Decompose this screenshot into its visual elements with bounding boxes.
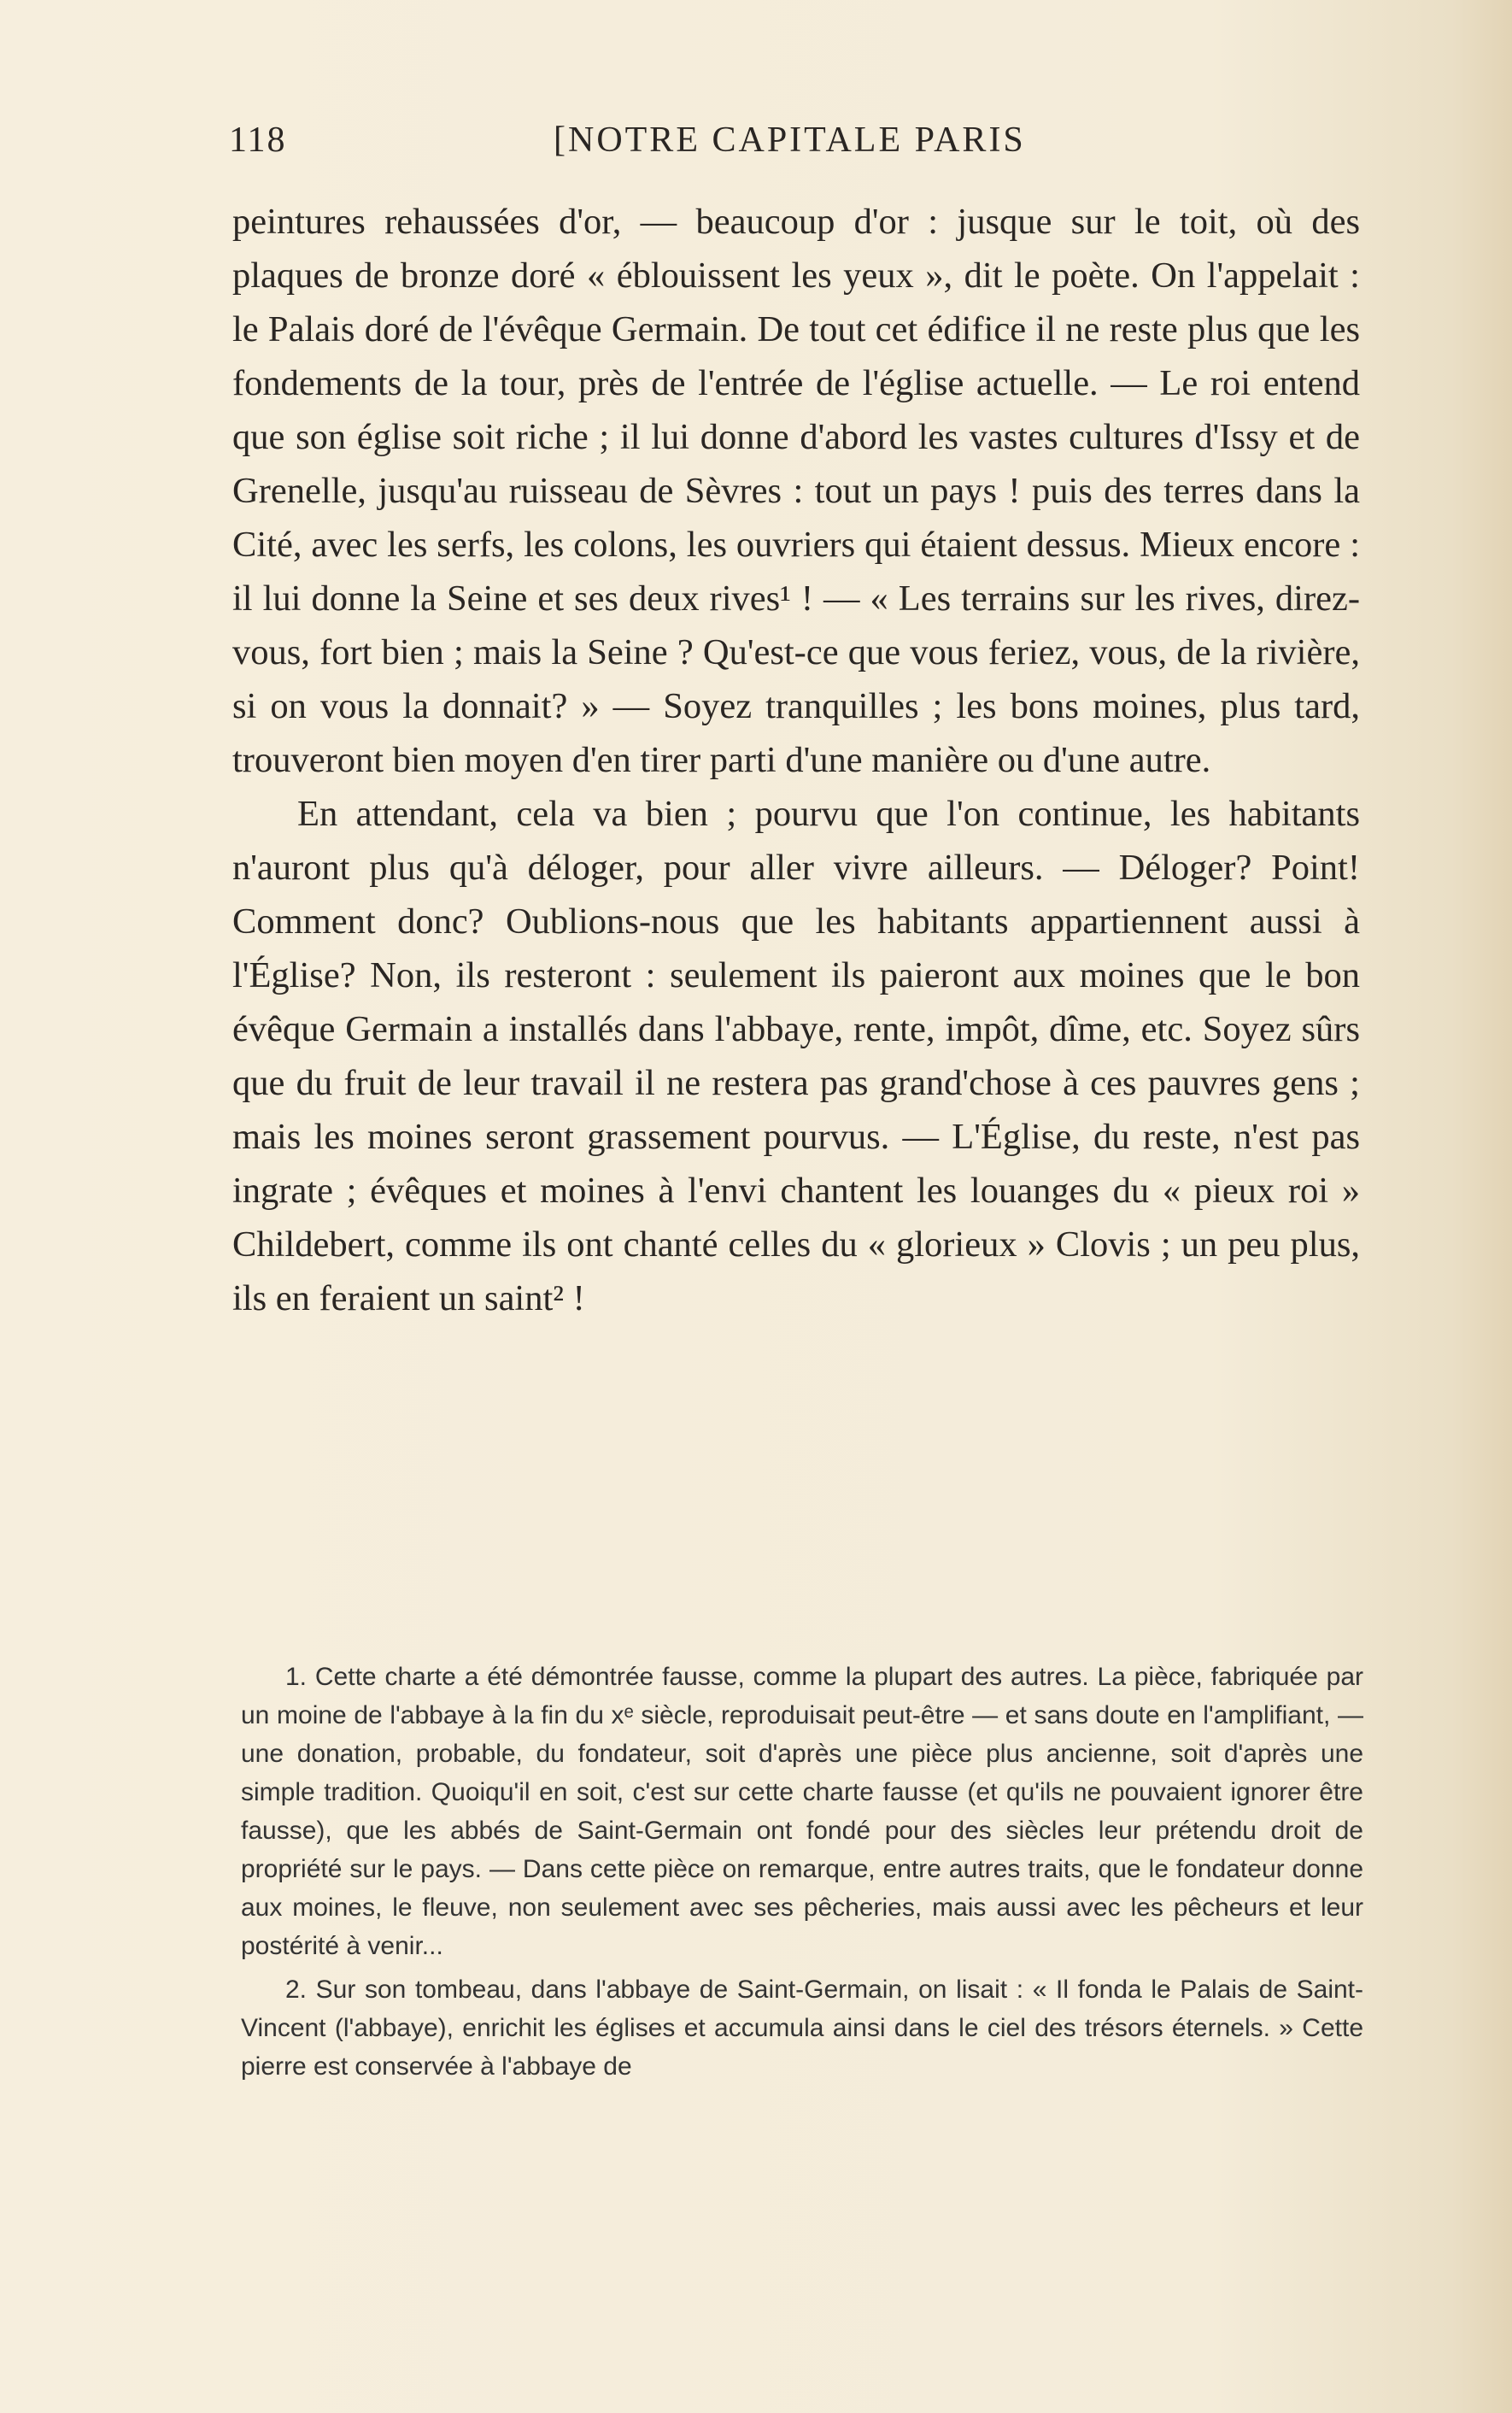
footnote-2: 2. Sur son tombeau, dans l'abbaye de Saint-Germain, on lisait : « Il fonda le Palais de Saint-Vincent (l'abbaye), enrichit les églises et accumula ainsi dans le ciel des trésors éternels. » Cette pierre est conservée à l'abbaye de	[241, 1976, 1363, 2081]
footnote-1: 1. Cette charte a été démontrée fausse, comme la plupart des autres. La pièce, fabriquée par un moine de l'abbaye à la fin du xᵉ siècle, reproduisait peut-être — et sans doute en l'amplifiant, — une donation, probable, du fondateur, soit d'après une pièce plus ancienne, soit d'après une simple tradition. Quoiqu'il en soit, c'est sur cette charte fausse (et qu'ils ne pouvaient ignorer être fausse), que les abbés de Saint-Germain ont fondé pour des siècles leur prétendu droit de propriété sur le pays. — Dans cette pièce on remarque, entre autres traits, que le fondateur donne aux moines, le fleuve, non seulement avec ses pêcheries, mais aussi avec les pêcheurs et leur postérité à venir...	[241, 1663, 1363, 1960]
page-header	[229, 120, 1365, 171]
footnotes	[241, 1658, 1363, 2086]
paragraph: En attendant, cela va bien ; pourvu que l'on continue, les habitants n'auront plus qu'à déloger, pour aller vivre ailleurs. — Déloger? Point! Comment donc? Oublions-nous que les habitants appartiennent aussi à l'Église? Non, ils resteront : seulement ils paieront aux moines que le bon évêque Germain a installés dans l'abbaye, rente, impôt, dîme, etc. Soyez sûrs que du fruit de leur travail il ne restera pas grand'chose à ces pauvres gens ; mais les moines seront grassement pourvus. — L'Église, du reste, n'est pas ingrate ; évêques et moines à l'envi chantent les louanges du « pieux roi » Childebert, comme ils ont chanté celles du « glorieux » Clovis ; un peu plus, ils en feraient un saint² !	[232, 794, 1360, 1318]
page-number: 118	[229, 120, 287, 160]
paragraph: peintures rehaussées d'or, — beaucoup d'or : jusque sur le toit, où des plaques de bronze doré « éblouissent les yeux », dit le poète. On l'appelait : le Palais doré de l'évêque Germain. De tout cet édifice il ne reste plus que les fondements de la tour, près de l'entrée de l'église actuelle. — Le roi entend que son église soit riche ; il lui donne d'abord les vastes cultures d'Issy et de Grenelle, jusqu'au ruisseau de Sèvres : tout un pays ! puis des terres dans la Cité, avec les serfs, les colons, les ouvriers qui étaient dessus. Mieux encore : il lui donne la Seine et ses deux rives¹ ! — « Les terrains sur les rives, direz-vous, fort bien ; mais la Seine ? Qu'est-ce que vous feriez, vous, de la rivière, si on vous la donnait? » — Soyez tranquilles ; les bons moines, plus tard, trouveront bien moyen d'en tirer parti d'une manière ou d'une autre.	[232, 202, 1360, 780]
running-title: [NOTRE CAPITALE PARIS	[554, 120, 1026, 160]
main-text	[232, 195, 1360, 1325]
